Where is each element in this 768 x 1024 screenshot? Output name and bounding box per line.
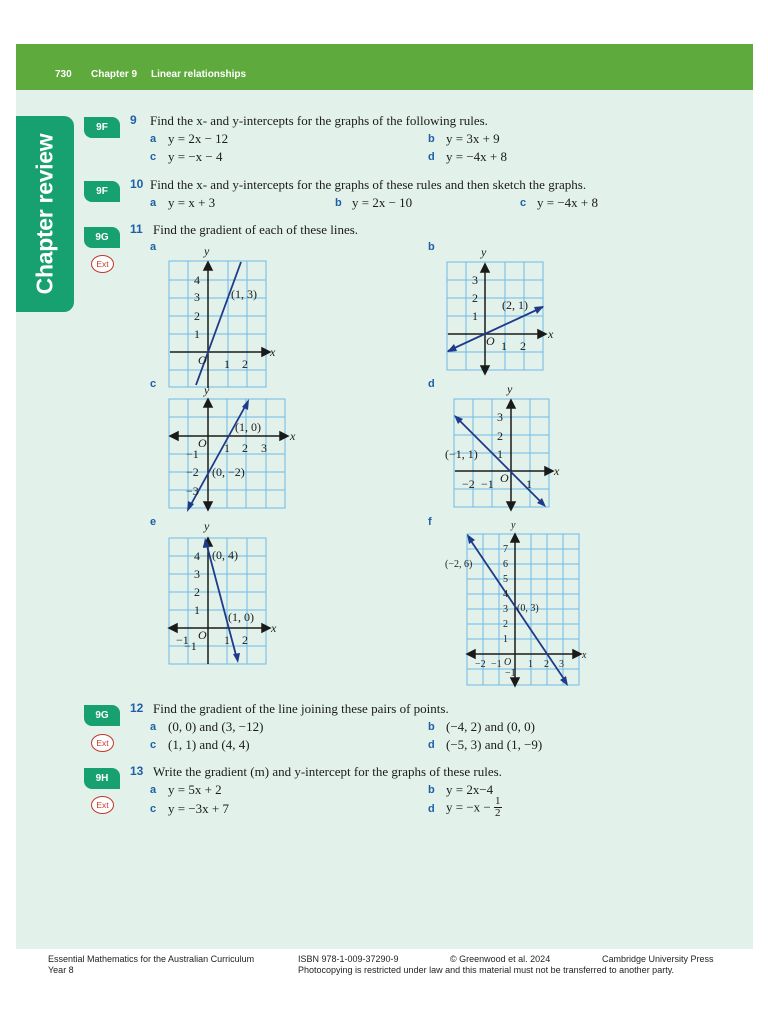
graph-c-ytick-3: −3 bbox=[186, 484, 199, 498]
q10-part-b-letter: b bbox=[335, 197, 342, 209]
question-number-10: 10 bbox=[130, 177, 144, 191]
footer-book-line-2: Year 8 bbox=[48, 965, 74, 975]
graph-f-xtick-2: −1 bbox=[491, 659, 502, 670]
q10-part-a: y = x + 3 bbox=[168, 195, 216, 210]
section-badge-q9: 9F bbox=[84, 117, 120, 138]
section-badge-q11: 9G bbox=[84, 227, 120, 248]
q13-part-d-expr: y = −x − bbox=[446, 799, 491, 815]
graph-b-arrow-2 bbox=[447, 344, 457, 352]
graph-c-xtick-2: 2 bbox=[242, 441, 248, 455]
graph-b-ytick-3: 3 bbox=[472, 273, 478, 287]
graph-b-xtick-2: 2 bbox=[520, 339, 526, 353]
chapter-review-label: Chapter review bbox=[31, 133, 58, 295]
q9-part-a: y = 2x − 12 bbox=[168, 131, 229, 146]
graph-f-ytick-6: 5 bbox=[503, 574, 508, 585]
graph-a-y-label: y bbox=[204, 244, 210, 258]
graph-d-x-label: x bbox=[554, 464, 560, 478]
graph-a-letter: a bbox=[150, 241, 157, 253]
graph-a-ytick-1: 1 bbox=[194, 327, 200, 341]
graph-d-letter: d bbox=[428, 378, 435, 390]
chapter-number: Chapter 9 bbox=[91, 69, 138, 80]
graph-a-x-label: x bbox=[270, 345, 276, 359]
graph-e-point-label-2: (1, 0) bbox=[228, 610, 254, 624]
graph-a-origin: O bbox=[198, 353, 207, 367]
footer-isbn: ISBN 978-1-009-37290-9 bbox=[298, 954, 399, 964]
graph-b bbox=[440, 244, 570, 374]
q13-part-d-fraction bbox=[494, 796, 502, 819]
page-number: 730 bbox=[55, 69, 72, 80]
graph-d-origin: O bbox=[500, 471, 509, 485]
graph-e-ytick-5: 4 bbox=[194, 549, 200, 563]
extension-badge-q11: Ext bbox=[91, 255, 114, 273]
graph-f-origin: O bbox=[504, 657, 512, 668]
q13-part-d-letter: d bbox=[428, 803, 435, 815]
footer-publisher: Cambridge University Press bbox=[602, 954, 714, 964]
graph-d-xtick-2: −1 bbox=[481, 477, 494, 491]
footer-notice: Photocopying is restricted under law and this material must not be transferred to another party. bbox=[298, 965, 675, 975]
q12-part-c: (1, 1) and (4, 4) bbox=[168, 737, 250, 752]
q12-part-a-letter: a bbox=[150, 721, 157, 733]
graph-c bbox=[160, 382, 305, 517]
chapter-title: Linear relationships bbox=[151, 69, 247, 80]
graph-b-xtick-1: 1 bbox=[501, 339, 507, 353]
header-bar bbox=[16, 44, 753, 90]
graph-f-ytick-3: 2 bbox=[503, 619, 508, 630]
q9-part-b-letter: b bbox=[428, 133, 435, 145]
q13-part-b: y = 2x−4 bbox=[446, 782, 494, 797]
extension-badge-q13: Ext bbox=[91, 796, 114, 814]
graph-d-ytick-1: 1 bbox=[497, 447, 503, 461]
graph-e-letter: e bbox=[150, 516, 157, 528]
graph-a-point-label: (1, 3) bbox=[231, 287, 257, 301]
q9-part-d-letter: d bbox=[428, 151, 435, 163]
question-number-9: 9 bbox=[130, 113, 137, 127]
graph-c-origin: O bbox=[198, 436, 207, 450]
q9-part-c: y = −x − 4 bbox=[168, 149, 223, 164]
extension-badge-q12: Ext bbox=[91, 734, 114, 752]
graph-e-x-label: x bbox=[271, 621, 277, 635]
graph-e-ytick-3: 2 bbox=[194, 585, 200, 599]
graph-f-ytick-8: 7 bbox=[503, 544, 508, 555]
section-badge-q13: 9H bbox=[84, 768, 120, 789]
graph-e-origin: O bbox=[198, 628, 207, 642]
graph-c-xtick-1: 1 bbox=[224, 441, 230, 455]
graph-c-ytick-1: −1 bbox=[186, 447, 199, 461]
graph-b-line bbox=[448, 307, 543, 351]
graph-f-letter: f bbox=[428, 516, 432, 528]
q10-part-a-letter: a bbox=[150, 197, 157, 209]
graph-a-xtick-2: 2 bbox=[242, 357, 248, 371]
graph-d-xtick-1: −2 bbox=[462, 477, 475, 491]
graph-d-point-label: (−1, 1) bbox=[445, 447, 478, 461]
graph-f-xtick-5: 3 bbox=[559, 659, 564, 670]
graph-c-letter: c bbox=[150, 378, 157, 390]
graph-d-ytick-3: 3 bbox=[497, 410, 503, 424]
graph-e-ytick-4: 3 bbox=[194, 567, 200, 581]
q9-part-b: y = 3x + 9 bbox=[446, 131, 500, 146]
graph-c-x-label: x bbox=[290, 429, 296, 443]
q13-part-c-letter: c bbox=[150, 803, 157, 815]
graph-f-ytick-4: 3 bbox=[503, 604, 508, 615]
q10-part-c: y = −4x + 8 bbox=[537, 195, 598, 210]
graph-a-ytick-2: 2 bbox=[194, 309, 200, 323]
q9-part-d: y = −4x + 8 bbox=[446, 149, 507, 164]
question-number-12: 12 bbox=[130, 701, 144, 715]
graph-b-origin: O bbox=[486, 334, 495, 348]
q10-part-c-letter: c bbox=[520, 197, 527, 209]
graph-b-x-label: x bbox=[548, 327, 554, 341]
question-13-text: Write the gradient (m) and y-intercept for the graphs of these rules. bbox=[153, 764, 502, 779]
footer-book-line-1: Essential Mathematics for the Australian Curriculum bbox=[48, 954, 255, 964]
section-badge-q10: 9F bbox=[84, 181, 120, 202]
graph-c-y-label: y bbox=[204, 383, 210, 397]
fraction-numerator: 1 bbox=[495, 795, 501, 807]
section-badge-q12: 9G bbox=[84, 705, 120, 726]
graph-e-ytick-2: 1 bbox=[194, 603, 200, 617]
graph-a-xtick-1: 1 bbox=[224, 357, 230, 371]
footer-book-title bbox=[48, 954, 254, 976]
graph-b-y-label: y bbox=[481, 245, 487, 259]
graph-d bbox=[445, 382, 570, 517]
graph-e-xtick-3: 2 bbox=[242, 633, 248, 647]
q13-part-c: y = −3x + 7 bbox=[168, 801, 229, 816]
graph-f-point-label-1: (−2, 6) bbox=[445, 559, 473, 570]
graph-e-ytick-1: −1 bbox=[184, 639, 197, 653]
q13-part-a: y = 5x + 2 bbox=[168, 782, 222, 797]
graph-b-ytick-1: 1 bbox=[472, 309, 478, 323]
q9-part-a-letter: a bbox=[150, 133, 157, 145]
q12-part-d: (−5, 3) and (1, −9) bbox=[446, 737, 543, 752]
question-10-text: Find the x- and y-intercepts for the graphs of these rules and then sketch the graphs. bbox=[150, 177, 587, 192]
graph-d-y-label: y bbox=[507, 382, 513, 396]
graph-d-ytick-2: 2 bbox=[497, 429, 503, 443]
graph-f bbox=[445, 520, 595, 690]
q13-part-a-letter: a bbox=[150, 784, 157, 796]
graph-f-xtick-1: −2 bbox=[475, 659, 486, 670]
graph-f-ytick-7: 6 bbox=[503, 559, 508, 570]
graph-f-x-label: x bbox=[582, 650, 587, 661]
q13-part-d bbox=[446, 796, 502, 819]
graph-c-xtick-3: 3 bbox=[261, 441, 267, 455]
q9-part-c-letter: c bbox=[150, 151, 157, 163]
graph-e bbox=[160, 520, 290, 670]
graph-f-ytick-5: 4 bbox=[503, 589, 508, 600]
graph-a-ytick-3: 3 bbox=[194, 290, 200, 304]
graph-e-y-label: y bbox=[204, 519, 210, 533]
graph-b-letter: b bbox=[428, 241, 435, 253]
graph-a bbox=[160, 244, 290, 394]
fraction-denominator: 2 bbox=[495, 807, 501, 819]
graph-b-grid bbox=[447, 262, 543, 370]
graph-e-xtick-1: −1 bbox=[176, 633, 189, 647]
graph-f-point-label-2: (0, 3) bbox=[517, 603, 539, 614]
graph-b-point-label: (2, 1) bbox=[502, 298, 528, 312]
question-number-13: 13 bbox=[130, 764, 144, 778]
question-12-text: Find the gradient of the line joining these pairs of points. bbox=[153, 701, 449, 716]
graph-c-ytick-2: −2 bbox=[186, 465, 199, 479]
graph-f-y-label: y bbox=[511, 520, 516, 531]
q12-part-a: (0, 0) and (3, −12) bbox=[168, 719, 264, 734]
q12-part-b-letter: b bbox=[428, 721, 435, 733]
graph-f-ytick-1: −1 bbox=[505, 668, 516, 679]
q12-part-b: (−4, 2) and (0, 0) bbox=[446, 719, 535, 734]
graph-f-xtick-4: 2 bbox=[544, 659, 549, 670]
graph-e-xtick-2: 1 bbox=[224, 633, 230, 647]
footer-copyright: © Greenwood et al. 2024 bbox=[450, 954, 551, 964]
graph-b-ytick-2: 2 bbox=[472, 291, 478, 305]
graph-a-ytick-4: 4 bbox=[194, 273, 200, 287]
graph-f-arrow-1 bbox=[467, 534, 475, 544]
q10-part-b: y = 2x − 10 bbox=[352, 195, 413, 210]
question-11-text: Find the gradient of each of these lines. bbox=[153, 222, 359, 237]
graph-e-arrow-2 bbox=[233, 653, 240, 663]
q12-part-d-letter: d bbox=[428, 739, 435, 751]
graph-d-xtick-3: 1 bbox=[526, 477, 532, 491]
graph-f-ytick-2: 1 bbox=[503, 634, 508, 645]
graph-f-xtick-3: 1 bbox=[528, 659, 533, 670]
question-9-text: Find the x- and y-intercepts for the graphs of the following rules. bbox=[150, 113, 488, 128]
q13-part-b-letter: b bbox=[428, 784, 435, 796]
q12-part-c-letter: c bbox=[150, 739, 157, 751]
question-number-11: 11 bbox=[130, 222, 143, 236]
graph-e-point-label-1: (0, 4) bbox=[212, 548, 238, 562]
graph-c-point-label-1: (1, 0) bbox=[235, 420, 261, 434]
graph-a-axes bbox=[170, 262, 270, 388]
graph-c-point-label-2: (0, −2) bbox=[212, 465, 245, 479]
